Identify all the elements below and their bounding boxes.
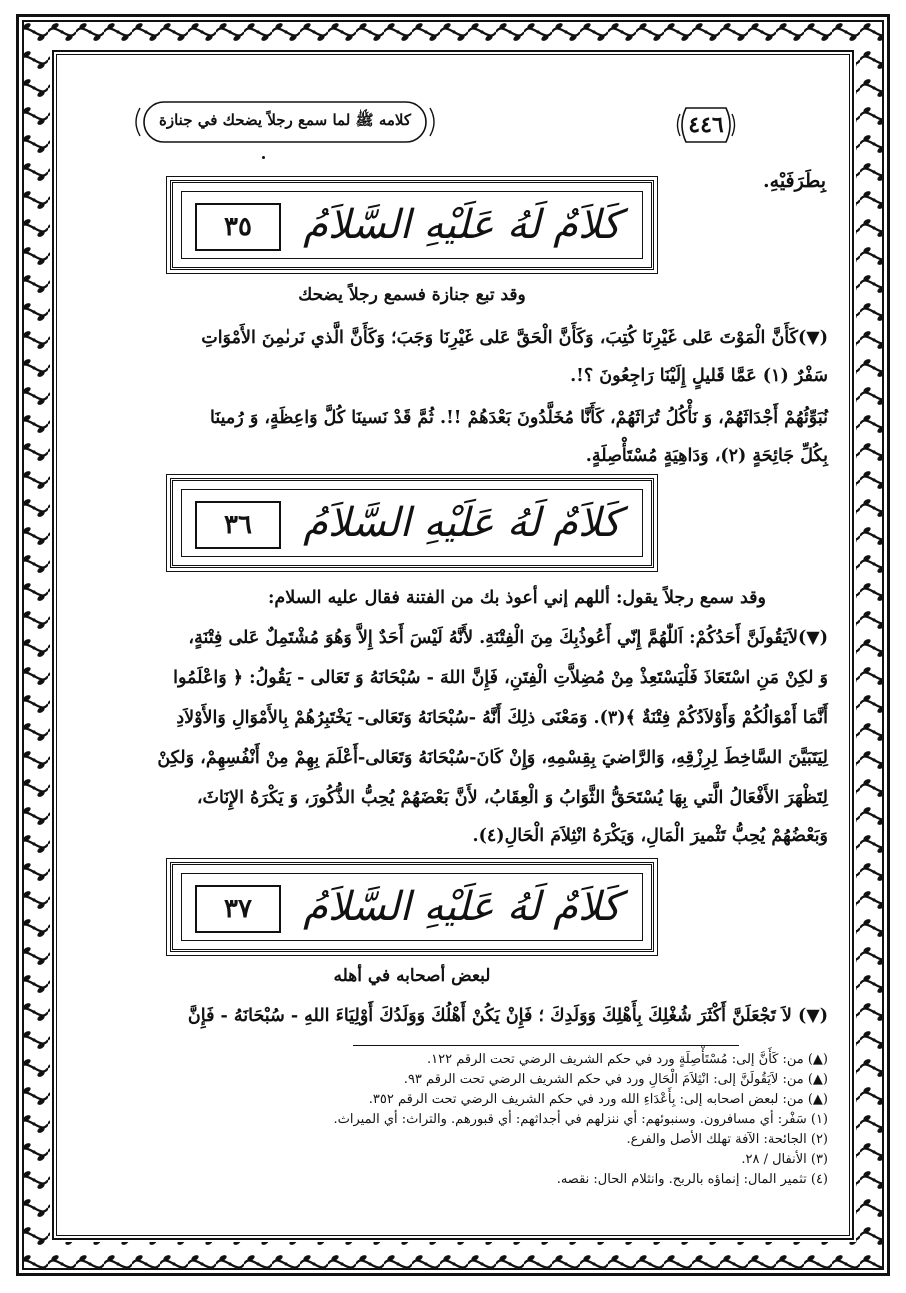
text-line: بِكُلِّ جَائِحَةٍ (٢)، وَدَاهِيَةٍ مُسْتَأْصِلَةٍ. — [585, 446, 828, 466]
section-heading-35 — [170, 180, 654, 270]
text-line: (▼) لاَ تَجْعَلَنَّ أَكْثَرَ شُغْلِكَ بِأَهْلِكَ وَوَلَدِكَ ؛ فَإِنْ يَكُنْ أَهْلُكَ وَوَلَدُكَ أَوْلِيَاءَ اللهِ - سُبْحَانَهُ - فَإِنَّ — [187, 1006, 828, 1026]
text-line: (▼)كَأَنَّ الْمَوْتَ عَلى غَيْرِنَا كُتِبَ، وَكَأَنَّ الْحَقَّ عَلى غَيْرِنَا وَجَبَ؛ وَكَأَنَّ الَّذي نَرىٰمِنَ الأَمْوَاتِ — [201, 328, 828, 348]
intro-word: بِطَرَفَيْهِ. — [763, 170, 826, 192]
heading-number: ٣٥ — [195, 203, 281, 251]
heading-number: ٣٦ — [195, 501, 281, 549]
footnote: (٤) تثمير المال: إنماؤه بالربح. وانثلام الحال: نقصه. — [556, 1172, 828, 1187]
footnote: (▲) من: لاَيَقُولَنَّ إلى: انْثِلاَمَ الْحَالِ ورد في حكم الشريف الرضي تحت الرقم ٩٣. — [403, 1072, 828, 1087]
text-line: وَبَعْضُهُمْ يُحِبُّ تَثْميرَ الْمَالِ، وَيَكْرَهُ انْثِلاَمَ الْحَالِ(٤). — [472, 826, 828, 846]
section-occasion: وقد تبع جنازة فسمع رجلاً يضحك — [298, 285, 526, 305]
section-heading-36 — [170, 478, 654, 568]
heading-title: كَلاَمٌ لَهُ عَلَيْهِ السَّلاَمُ — [303, 500, 621, 546]
heading-title: كَلاَمٌ لَهُ عَلَيْهِ السَّلاَمُ — [303, 884, 621, 930]
text-line: أَنَّمَا أَمْوَالُكُمْ وَأَوْلاَدُكُمْ فِتْنَةٌ ﴾(٣). وَمَعْنَى ذلِكَ أَنَّهُ -سُبْحَانَهُ وَتَعَالى- يَخْتَبِرُهُمْ بِالأَمْوَالِ وَالأَوْلاَدِ — [176, 708, 828, 728]
heading-title: كَلاَمٌ لَهُ عَلَيْهِ السَّلاَمُ — [303, 202, 621, 248]
section-occasion: وقد سمع رجلاً يقول: أللهم إني أعوذ بك من الفتنة فقال عليه السلام: — [267, 588, 766, 608]
text-line: سَفْرٌ (١) عَمَّا قَليلٍ إِلَيْنَا رَاجِعُونَ ؟!. — [570, 366, 828, 386]
footnote: (١) سَفْر: أي مسافرون. وسنبوئهم: أي ننزلهم في أجداثهم: أي قبورهم. والتراث: أي الميراث. — [333, 1112, 828, 1127]
text-line: (▼)لاَيَقُولَنَّ أَحَدُكُمْ: اَللّٰهُمَّ إِنّي أَعُوذُبِكَ مِنَ الْفِتْنَةِ. لأَنَّهُ لَيْسَ أَحَدٌ إِلاَّ وَهُوَ مُشْتَمِلٌ عَلى فِتْنَةٍ، — [188, 628, 828, 648]
section-heading-37 — [170, 862, 654, 952]
section-occasion: لبعض أصحابه في أهله — [333, 966, 491, 986]
text-line: وَ لكِنْ مَنِ اسْتَعَاذَ فَلْيَسْتَعِذْ مِنْ مُضِلاَّتِ الْفِتَنِ، فَإِنَّ اللهَ - سُبْحَانَهُ وَ تَعَالى - يَقُولُ: ﴿ وَاعْلَمُوا — [173, 668, 828, 688]
footnote-rule — [353, 1045, 739, 1046]
header-dot — [262, 156, 265, 159]
text-line: لِتَظْهَرَ الأَفْعَالُ الَّتي بِهَا يُسْتَحَقُّ الثَّوَابُ وَ الْعِقَابُ، لأَنَّ بَعْضَهُمْ يُحِبُّ الذُّكُورَ، وَ يَكْرَهُ الإِنَاثَ، — [196, 788, 828, 808]
heading-number: ٣٧ — [195, 885, 281, 933]
footnote: (٣) الأنفال / ٢٨. — [741, 1152, 828, 1167]
page-number-text: ٤٤٦ — [688, 112, 724, 138]
running-title-text: كلامه ﷺ لما سمع رجلاً يضحك في جنازة — [159, 111, 411, 129]
text-line: نُبَوِّئُهُمْ أَجْدَاثَهُمْ، وَ نَأْكُلُ تُرَاثَهُمْ، كَأَنَّا مُخَلَّدُونَ بَعْدَهُمْ !!. ثُمَّ قَدْ نَسينَا كُلَّ وَاعِظَةٍ، وَ رُمينَا — [210, 408, 828, 428]
page-number — [676, 104, 736, 146]
text-line: لِيَتَبَيَّنَ السَّاخِطَ لِرِزْقِهِ، وَالرَّاضيَ بِقِسْمِهِ، وَإِنْ كَانَ-سُبْحَانَهُ وَتَعَالى-أَعْلَمَ بِهِمْ مِنْ أَنْفُسِهِمْ، وَلكِنْ — [157, 748, 828, 768]
footnote: (▲) من: كَأَنَّ إلى: مُسْتَأْصِلَةٍ ورد في حكم الشريف الرضي تحت الرقم ١٢٢. — [427, 1052, 828, 1067]
running-title — [134, 96, 436, 148]
footnote: (٢) الجائحة: الآفة تهلك الأصل والفرع. — [626, 1132, 828, 1147]
footnote: (▲) من: لبعض اصحابه إلى: بِأَعْدَاءِ الله ورد في حكم الشريف الرضي تحت الرقم ٣٥٢. — [368, 1092, 828, 1107]
